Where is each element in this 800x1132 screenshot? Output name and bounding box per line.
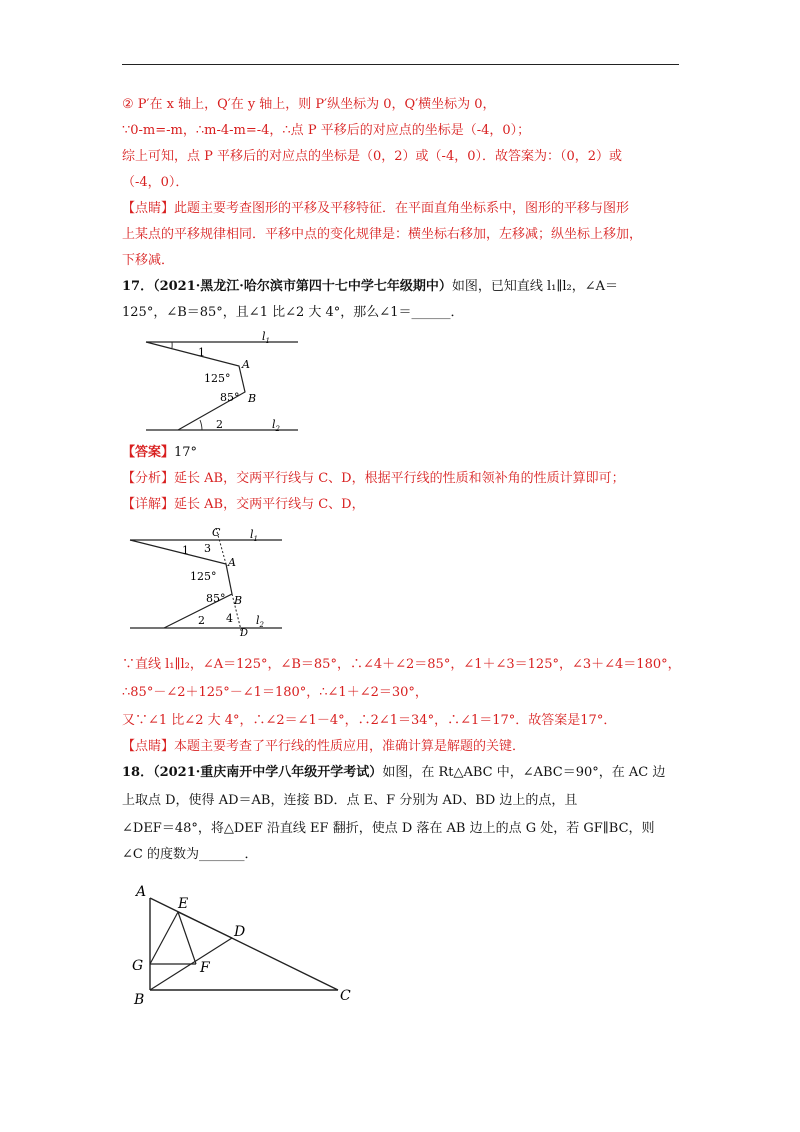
fig1-l2-label: $l_2$ bbox=[272, 418, 280, 433]
question-18-text: 如图，在 Rt△ABC 中，∠ABC＝90°，在 AC 边 bbox=[382, 765, 666, 780]
fig1-angle-B: 85° bbox=[220, 391, 240, 404]
fig1-angle-A: 125° bbox=[204, 372, 231, 385]
step-line-2: ∴85°－∠2＋125°－∠1＝180°，∴∠1＋∠2＝30°， bbox=[122, 685, 428, 700]
remark-line-1: 【点睛】此题主要考查图形的平移及平移特征．在平面直角坐标系中，图形的平移与图形 bbox=[122, 201, 630, 216]
fig3-point-E: E bbox=[178, 896, 189, 912]
answer-value: 17° bbox=[174, 445, 198, 460]
fig2-angle-B: 85° bbox=[206, 592, 226, 605]
figure-17-question bbox=[138, 330, 308, 440]
answer-line bbox=[122, 444, 197, 462]
fig2-point-B: B bbox=[234, 594, 243, 607]
header-rule bbox=[122, 64, 679, 65]
step-remark-line: 【点睛】本题主要考查了平行线的性质应用，准确计算是解题的关键． bbox=[122, 739, 526, 754]
fig2-angle-4: 4 bbox=[226, 612, 233, 625]
question-17-text: 如图，已知直线 l₁∥l₂，∠A＝ bbox=[451, 279, 618, 294]
solution-line-3: 综上可知，点 P 平移后的对应点的坐标是（0，2）或（-4，0）．故答案为：（0，2）或 bbox=[122, 149, 623, 164]
fig3-point-F: F bbox=[200, 960, 210, 976]
figure-17-svg bbox=[138, 330, 308, 436]
step-line-1: ∵直线 l₁∥l₂，∠A＝125°，∠B＝85°，∴∠4＋∠2＝85°，∠1＋∠3＝125°，∠3＋∠4＝180°， bbox=[122, 657, 681, 672]
fig3-point-C: C bbox=[340, 988, 351, 1004]
question-17-line-1 bbox=[122, 278, 618, 296]
fig3-point-A: A bbox=[136, 884, 147, 900]
solution-line-4: （-4，0）． bbox=[122, 175, 189, 190]
fig2-angle-3: 3 bbox=[204, 542, 211, 555]
question-18-line-1 bbox=[122, 764, 665, 782]
fig1-angle-1: 1 bbox=[198, 346, 205, 359]
fig1-point-B: B bbox=[248, 392, 257, 405]
fig2-l2-label: $l_2$ bbox=[256, 614, 264, 629]
fig1-l1-label: $l_1$ bbox=[262, 330, 270, 345]
figure-18 bbox=[128, 880, 368, 1014]
analysis-line: 【分析】延长 AB，交两平行线与 C、D，根据平行线的性质和领补角的性质计算即可； bbox=[122, 471, 625, 486]
step-line-3: 又∵∠1 比∠2 大 4°，∴∠2＝∠1－4°，∴2∠1＝34°，∴∠1＝17°．故答案是17°． bbox=[122, 713, 617, 728]
fig2-point-D: D bbox=[240, 628, 249, 636]
remark-line-2: 上某点的平移规律相同．平移中点的变化规律是：横坐标右移加，左移减；纵坐标上移加， bbox=[122, 227, 643, 242]
figure-18-svg bbox=[128, 880, 368, 1010]
fig1-angle-2: 2 bbox=[216, 418, 223, 431]
question-18-line-4: ∠C 的度数为_______． bbox=[122, 847, 258, 862]
fig2-point-A: A bbox=[228, 556, 236, 569]
question-17-line-2: 125°，∠B＝85°，且∠1 比∠2 大 4°，那么∠1＝______． bbox=[122, 305, 464, 320]
solution-line-2: ∵0-m=-m，∴m-4-m=-4，∴点 P 平移后的对应点的坐标是（-4，0）； bbox=[122, 123, 531, 138]
fig3-point-B: B bbox=[134, 992, 145, 1008]
detail-line: 【详解】延长 AB，交两平行线与 C、D， bbox=[122, 497, 365, 512]
answer-label: 【答案】 bbox=[122, 445, 175, 460]
fig2-angle-2: 2 bbox=[198, 614, 205, 627]
fig2-l1-label: $l_1$ bbox=[250, 528, 258, 543]
question-17-source: 17．（2021·黑龙江·哈尔滨市第四十七中学七年级期中） bbox=[122, 279, 452, 294]
question-18-line-2: 上取点 D，使得 AD＝AB，连接 BD．点 E、F 分别为 AD、BD 边上的点，且 bbox=[122, 793, 578, 808]
solution-line-1: ② P′在 x 轴上，Q′在 y 轴上，则 P′纵坐标为 0，Q′横坐标为 0， bbox=[122, 97, 496, 112]
figure-17-solution bbox=[126, 524, 286, 640]
fig3-point-D: D bbox=[234, 924, 246, 940]
question-18-source: 18．（2021·重庆南开中学八年级开学考试） bbox=[122, 765, 383, 780]
fig2-angle-A: 125° bbox=[190, 570, 217, 583]
remark-line-3: 下移减． bbox=[122, 253, 175, 268]
fig2-point-C: C bbox=[212, 526, 221, 539]
fig1-point-A: A bbox=[242, 358, 250, 371]
question-18-line-3: ∠DEF＝48°，将△DEF 沿直线 EF 翻折，使点 D 落在 AB 边上的点 G 处，若 GF∥BC，则 bbox=[122, 821, 655, 836]
figure-17-solution-svg bbox=[126, 524, 286, 636]
fig2-angle-1: 1 bbox=[182, 544, 189, 557]
fig3-point-G: G bbox=[132, 958, 144, 974]
